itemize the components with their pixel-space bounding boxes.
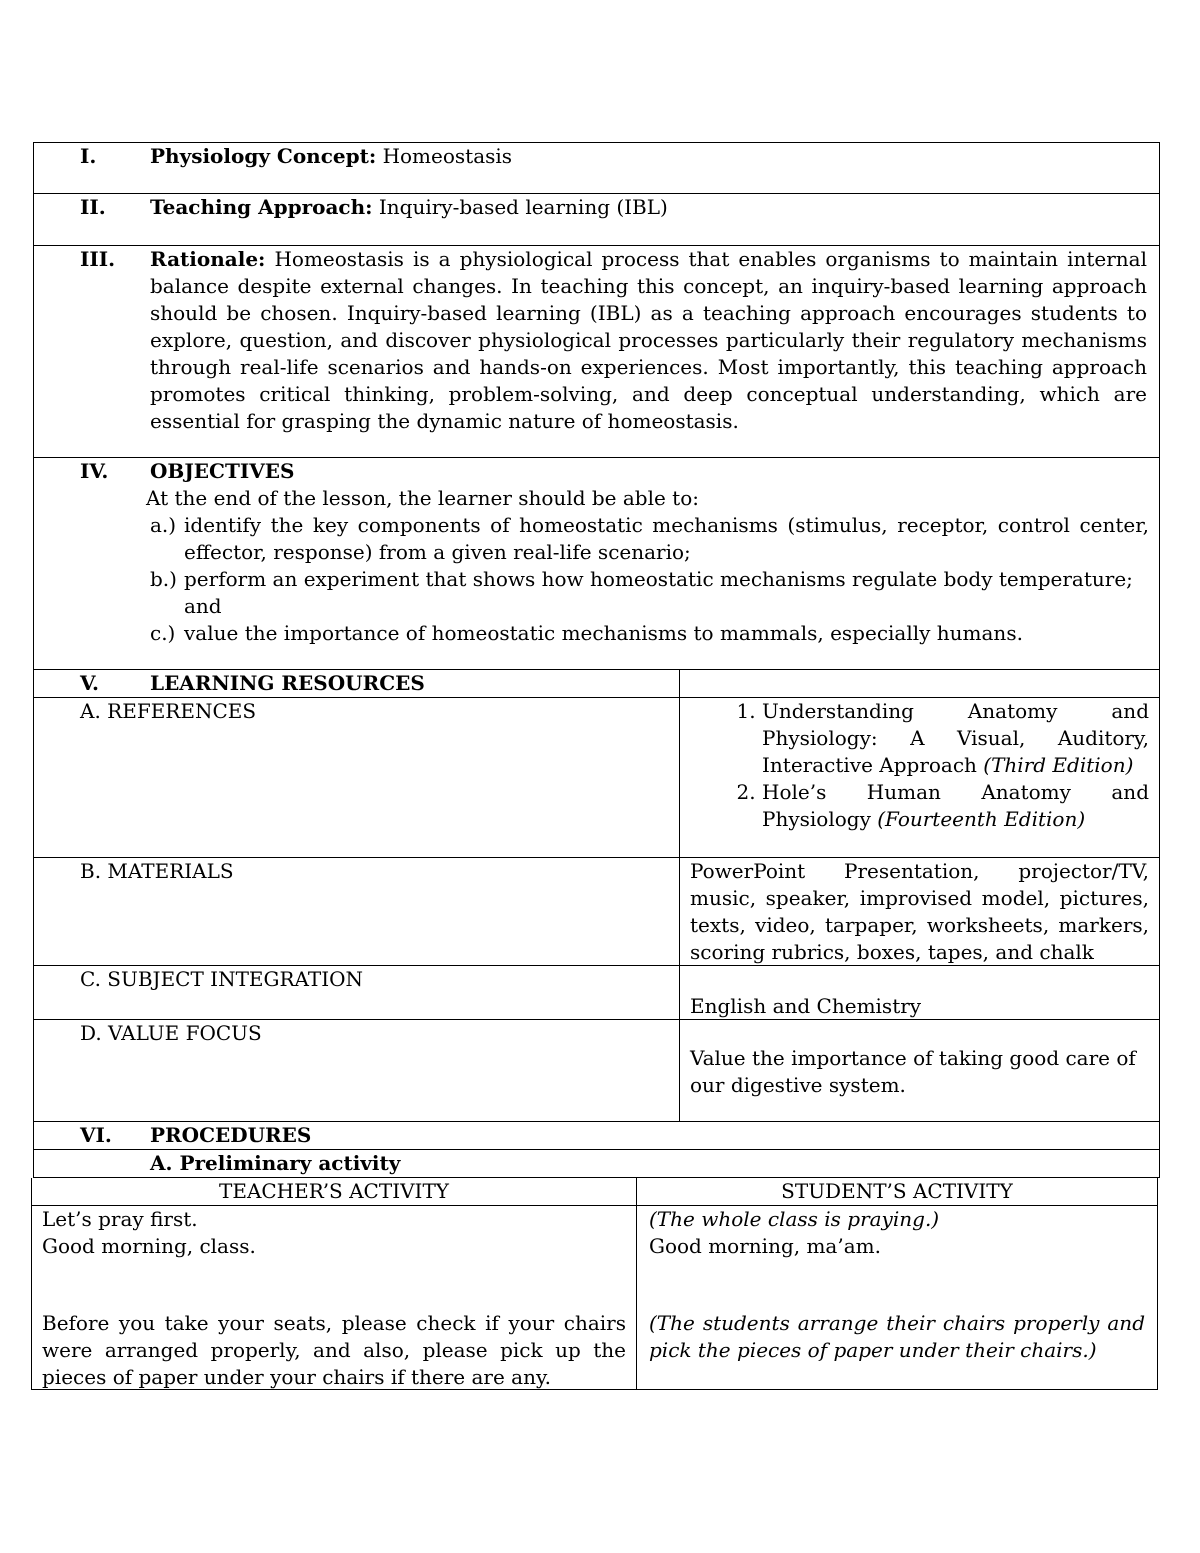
materials-row	[33, 858, 1160, 966]
resources-title: LEARNING RESOURCES	[150, 671, 425, 695]
references-row	[33, 698, 1160, 858]
approach-label: Teaching Approach:	[150, 195, 373, 219]
teacher-paragraph: Before you take your seats, please check if your chairs were arranged properly, and also, please pick up the pieces of paper under your chairs if there are any.	[42, 1311, 626, 1389]
objectives-intro: At the end of the lesson, the learner should be able to:	[146, 486, 699, 510]
integration-label: C. SUBJECT INTEGRATION	[80, 967, 364, 991]
section-number: II.	[80, 195, 106, 219]
concept-row	[33, 142, 1160, 194]
rationale-text: Homeostasis is a physiological process that enables organisms to maintain internal balance despite external changes. In teaching this concept, an inquiry-based learning approach should be chosen. Inquiry-based learning (IBL) as a teaching approach encourages students to explore, question, and discover physiological processes particularly their regulatory mechanisms through real-life scenarios and hands-on experiences. Most importantly, this teaching approach promotes critical thinking, problem-solving, and deep conceptual understanding, which are essential for grasping the dynamic nature of homeostasis.	[150, 247, 1147, 433]
concept-label: Physiology Concept:	[150, 144, 377, 168]
procedures-row	[33, 1122, 1160, 1150]
student-line: (The whole class is praying.)	[649, 1207, 940, 1231]
approach-row	[33, 194, 1160, 246]
resources-header-row	[33, 670, 1160, 698]
materials-text: PowerPoint Presentation, projector/TV, music, speaker, improvised model, pictures, texts, video, tarpaper, worksheets, markers, scoring rubrics, boxes, tapes, and chalk	[690, 859, 1149, 964]
student-activity	[637, 1206, 1157, 1389]
section-number: III.	[80, 247, 116, 271]
teacher-activity-header: TEACHER’S ACTIVITY	[32, 1178, 637, 1205]
concept-value: Homeostasis	[376, 144, 513, 168]
objectives-row	[33, 458, 1160, 670]
activity-body-row	[31, 1206, 1158, 1390]
preliminary-title: A. Preliminary activity	[150, 1151, 401, 1175]
approach-value: Inquiry-based learning (IBL)	[372, 195, 668, 219]
objective-text: identify the key components of homeostatic mechanisms (stimulus, receptor, control center, effector, response) from a given real-life scenario;	[184, 513, 1149, 564]
objective-item	[150, 620, 1149, 647]
section-number: I.	[80, 144, 97, 168]
references-label: A. REFERENCES	[80, 699, 257, 723]
preliminary-row	[33, 1150, 1160, 1178]
objectives-title: OBJECTIVES	[150, 459, 295, 483]
objective-marker: a.)	[150, 513, 177, 537]
objective-marker: b.)	[150, 567, 177, 591]
rationale-label: Rationale:	[150, 247, 266, 271]
student-paragraph: (The students arrange their chairs properly and pick the pieces of paper under their chairs.)	[649, 1311, 1145, 1362]
objectives-list	[150, 512, 1149, 647]
objective-text: value the importance of homeostatic mechanisms to mammals, especially humans.	[184, 621, 1023, 645]
value-focus-text: Value the importance of taking good care of our digestive system.	[690, 1046, 1136, 1097]
references-list	[690, 698, 1149, 833]
procedures-title: PROCEDURES	[150, 1123, 312, 1147]
student-line: Good morning, ma’am.	[649, 1234, 881, 1258]
objective-marker: c.)	[150, 621, 176, 645]
value-focus-row	[33, 1020, 1160, 1122]
activity-header-row	[31, 1178, 1158, 1206]
materials-label: B. MATERIALS	[80, 859, 234, 883]
integration-text: English and Chemistry	[690, 994, 922, 1018]
objective-item	[150, 512, 1149, 566]
reference-item: 2. Hole’s Human Anatomy and Physiology (Fourteenth Edition)	[762, 779, 1149, 833]
value-focus-label: D. VALUE FOCUS	[80, 1021, 262, 1045]
teacher-line: Let’s pray first.	[42, 1207, 198, 1231]
reference-item: 1. Understanding Anatomy and Physiology: A Visual, Auditory, Interactive Approach (Third Edition)	[762, 698, 1149, 779]
section-number: V.	[80, 671, 99, 695]
section-number: IV.	[80, 459, 109, 483]
section-number: VI.	[80, 1123, 112, 1147]
integration-row	[33, 966, 1160, 1020]
student-activity-header: STUDENT’S ACTIVITY	[781, 1179, 1013, 1203]
objective-text: perform an experiment that shows how homeostatic mechanisms regulate body temperature; and	[184, 567, 1133, 618]
teacher-activity	[32, 1206, 637, 1389]
lesson-plan	[33, 142, 1160, 1390]
teacher-line: Good morning, class.	[42, 1234, 256, 1258]
rationale-row	[33, 246, 1160, 458]
objective-item	[150, 566, 1149, 620]
